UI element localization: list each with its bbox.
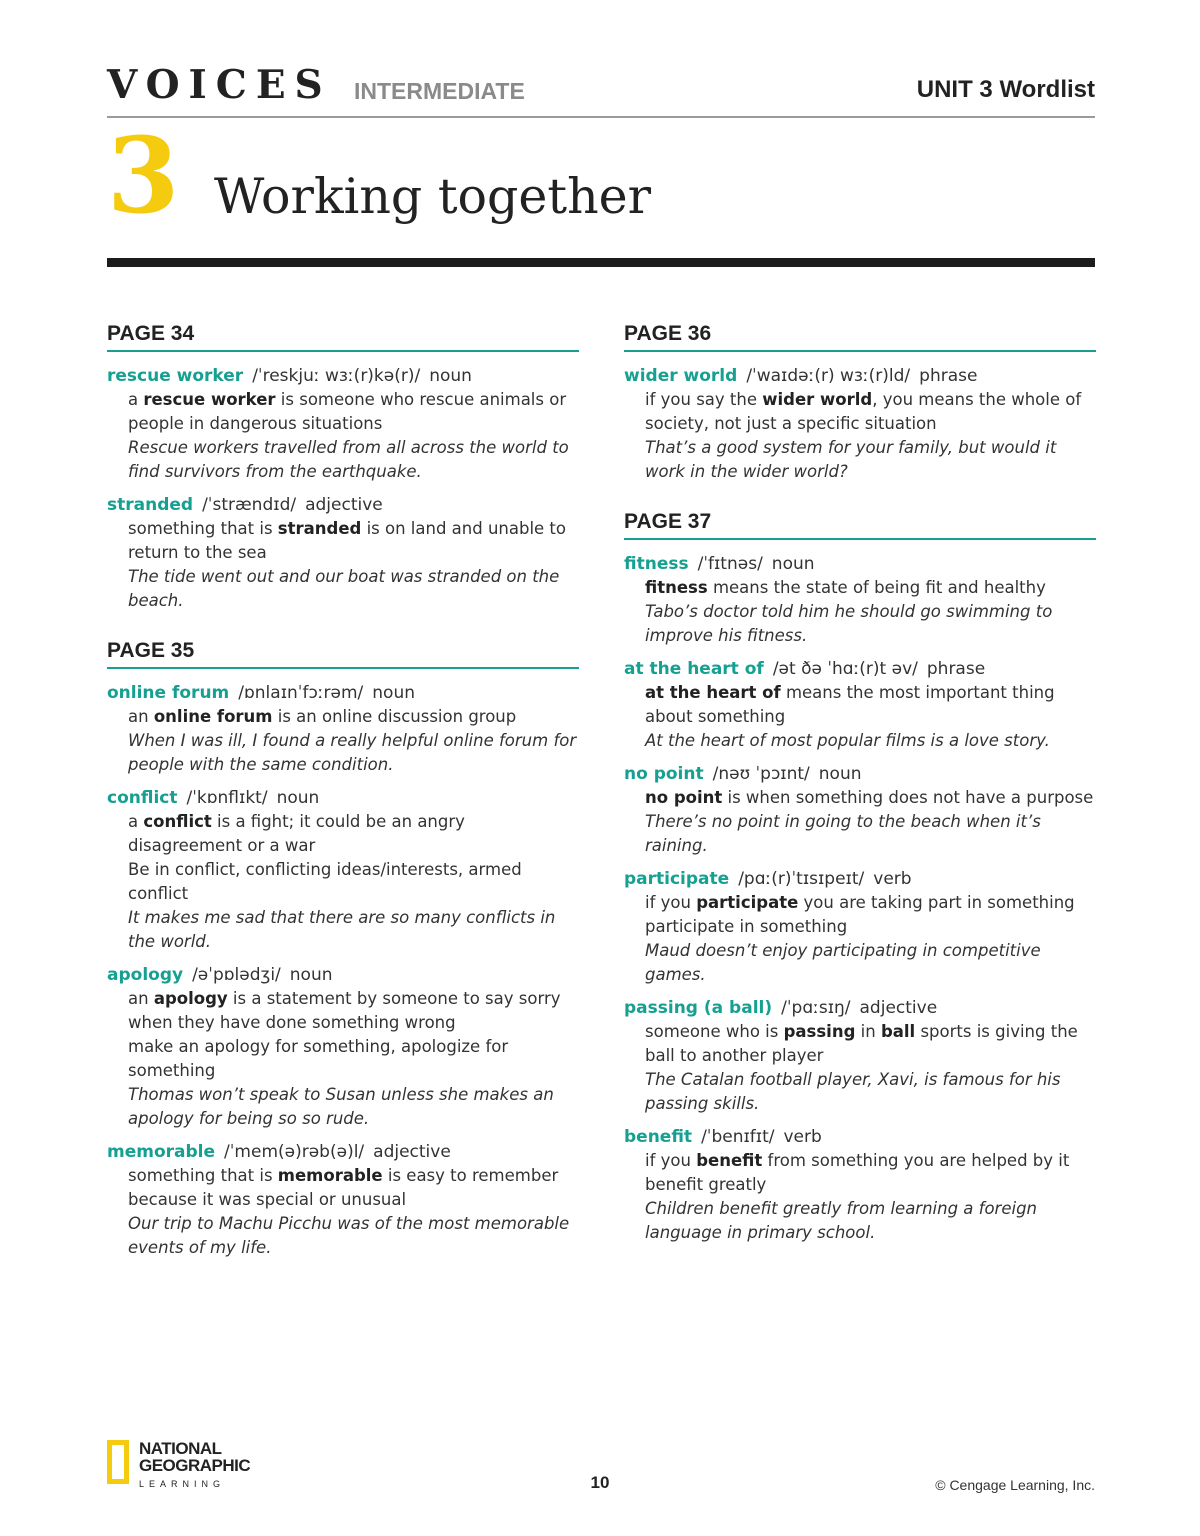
text-segment: There’s no point in going to the beach when it’s raining. [645,812,1041,855]
text-segment: someone who is [645,1022,784,1041]
example-sentence [645,600,1096,648]
part-of-speech: adjective [373,1142,451,1162]
part-of-speech: noun [771,554,815,574]
bold-term: stranded [277,519,362,538]
word-entry [107,963,579,1131]
headword: online forum [107,683,230,703]
text-segment: an [128,989,154,1008]
definition [128,705,579,729]
text-segment: something that is [128,519,278,538]
example-sentence [128,1212,579,1260]
definition [645,681,1096,729]
text-segment: if you say the [645,390,763,409]
entry-headline [624,762,1096,786]
part-of-speech: noun [429,366,472,386]
definition [128,858,579,906]
bold-term: fitness [645,578,708,597]
example-sentence [645,1068,1096,1116]
page-heading: PAGE 34 [107,322,579,352]
phonetic-transcription: /ət ðə ˈhɑː(r)t əv/ [772,659,918,679]
course-level: INTERMEDIATE [354,78,525,104]
text-segment: is on land and unable to return to the sea [128,519,566,562]
phonetic-transcription: /pɑː(r)ˈtɪsɪpeɪt/ [738,869,865,889]
text-segment: in [855,1022,881,1041]
phonetic-transcription: /ˈbenɪfɪt/ [701,1127,775,1147]
example-sentence [645,810,1096,858]
entry-headline [624,867,1096,891]
example-sentence [128,565,579,613]
phonetic-transcription: /ˈfɪtnəs/ [697,554,763,574]
entry-headline [624,552,1096,576]
text-segment: Children benefit greatly from learning a foreign language in primary school. [645,1199,1038,1242]
definition [128,810,579,858]
headword: conflict [107,788,178,808]
entry-headline [107,364,579,388]
headword: apology [107,965,184,985]
phonetic-transcription: /ˈstrændɪd/ [202,495,297,515]
headword: rescue worker [107,366,244,386]
entry-headline [624,996,1096,1020]
logo-subtitle: LEARNING [139,1479,226,1489]
word-entry [624,657,1096,753]
unit-title: Working together [214,168,652,225]
logo-wordmark: NATIONAL GEOGRAPHIC [139,1439,251,1475]
text-segment: Tabo’s doctor told him he should go swimming to improve his fitness. [645,602,1053,645]
text-segment: is easy to remember because it was special or unusual [128,1166,559,1209]
bold-term: at the heart of [645,683,781,702]
entry-headline [107,681,579,705]
entry-headline [624,364,1096,388]
wordlist-column-right [624,322,1096,1271]
text-segment: an [128,707,154,726]
part-of-speech: noun [372,683,415,703]
text-segment: is when something does not have a purpose [722,788,1094,807]
text-segment: if you [645,893,697,912]
text-segment: The tide went out and our boat was stranded on the beach. [128,567,560,610]
part-of-speech: verb [873,869,912,889]
entry-headline [107,493,579,517]
bold-term: conflict [143,812,212,831]
phonetic-transcription: /ˈpɑːsɪŋ/ [781,998,851,1018]
phonetic-transcription: /ˈwaɪdəː(r) wɜː(r)ld/ [746,366,911,386]
unit-wordlist-label: UNIT 3 Wordlist [916,76,1095,103]
entry-headline [624,1125,1096,1149]
definition [128,1035,579,1083]
wordlist-section [624,322,1096,484]
text-segment: , you means the whole of society, not just a specific situation [645,390,1082,433]
example-sentence [128,906,579,954]
bold-term: online forum [153,707,273,726]
definition [645,1020,1096,1068]
text-segment: Thomas won’t speak to Susan unless she makes an apology for being so so rude. [128,1085,554,1128]
headword: no point [624,764,704,784]
bold-term: participate [696,893,799,912]
text-segment: participate in something [645,917,848,936]
headword: at the heart of [624,659,764,679]
bold-term: wider world [762,390,873,409]
text-segment: if you [645,1151,697,1170]
entry-headline [624,657,1096,681]
phonetic-transcription: /əˈpɒlədʒi/ [192,965,281,985]
example-sentence [128,729,579,777]
phonetic-transcription: /nəʊ ˈpɔɪnt/ [712,764,810,784]
definition [645,1173,1096,1197]
text-segment: is a statement by someone to say sorry when they have done something wrong [128,989,561,1032]
headword: fitness [624,554,689,574]
definition [645,1149,1096,1173]
text-segment: a [128,812,144,831]
wordlist-column-left [107,322,579,1286]
headword: passing (a ball) [624,998,773,1018]
text-segment: The Catalan football player, Xavi, is famous for his passing skills. [645,1070,1061,1113]
bold-term: passing [783,1022,856,1041]
text-segment: It makes me sad that there are so many conflicts in the world. [128,908,556,951]
example-sentence [645,1197,1096,1245]
example-sentence [128,1083,579,1131]
text-segment: is an online discussion group [272,707,517,726]
text-segment: At the heart of most popular films is a love story. [645,731,1050,750]
part-of-speech: adjective [859,998,938,1018]
word-entry [107,786,579,954]
bold-term: memorable [277,1166,383,1185]
part-of-speech: noun [276,788,320,808]
part-of-speech: phrase [926,659,986,679]
bold-term: ball [880,1022,916,1041]
phonetic-transcription: /ˈmem(ə)rəb(ə)l/ [224,1142,365,1162]
page-number: 10 [590,1473,610,1492]
text-segment: means the most important thing about something [645,683,1055,726]
word-entry [624,552,1096,648]
text-segment: a [128,390,144,409]
bold-term: no point [645,788,723,807]
definition [645,891,1096,915]
headword: memorable [107,1142,216,1162]
text-segment: Maud doesn’t enjoy participating in competitive games. [645,941,1041,984]
copyright-notice: © Cengage Learning, Inc. [935,1477,1095,1493]
word-entry [107,681,579,777]
entry-headline [107,786,579,810]
text-segment: is someone who rescue animals or people in dangerous situations [128,390,567,433]
definition [128,1164,579,1212]
example-sentence [645,939,1096,987]
text-segment: from something you are helped by it [762,1151,1070,1170]
text-segment: When I was ill, I found a really helpful online forum for people with the same condition. [128,731,577,774]
definition [645,388,1096,436]
word-entry [107,1140,579,1260]
text-segment: is a fight; it could be an angry disagreement or a war [128,812,465,855]
title-divider [107,258,1095,267]
phonetic-transcription: /ˈreskjuː wɜː(r)kə(r)/ [252,366,421,386]
part-of-speech: verb [783,1127,822,1147]
headword: benefit [624,1127,693,1147]
text-segment: benefit greatly [645,1175,767,1194]
example-sentence [645,436,1096,484]
text-segment: means the state of being fit and healthy [707,578,1046,597]
wordlist-section [107,639,579,1260]
word-entry [107,364,579,484]
word-entry [624,1125,1096,1245]
text-segment: Rescue workers travelled from all across the world to find survivors from the earthquake. [128,438,569,481]
text-segment: Be in conflict, conflicting ideas/interests, armed conflict [128,860,522,903]
headword: participate [624,869,730,889]
entry-headline [107,1140,579,1164]
part-of-speech: noun [289,965,333,985]
text-segment: Our trip to Machu Picchu was of the most memorable events of my life. [128,1214,570,1257]
headword: stranded [107,495,194,515]
word-entry [624,762,1096,858]
bold-term: apology [153,989,228,1008]
text-segment: That’s a good system for your family, but would it work in the wider world? [645,438,1057,481]
part-of-speech: phrase [919,366,978,386]
unit-number: 3 [107,114,180,237]
headword: wider world [624,366,738,386]
page-heading: PAGE 35 [107,639,579,669]
text-segment: something that is [128,1166,278,1185]
wordlist-section [624,510,1096,1245]
word-entry [624,364,1096,484]
definition [645,576,1096,600]
definition [645,915,1096,939]
example-sentence [645,729,1096,753]
definition [645,786,1096,810]
definition [128,987,579,1035]
voices-brand-logo: VOICES [107,62,332,108]
entry-headline [107,963,579,987]
word-entry [624,867,1096,987]
word-entry [107,493,579,613]
text-segment: make an apology for something, apologize for something [128,1037,509,1080]
definition [128,388,579,436]
wordlist-section [107,322,579,613]
page-heading: PAGE 36 [624,322,1096,352]
definition [128,517,579,565]
page-heading: PAGE 37 [624,510,1096,540]
page-header [107,60,1095,118]
part-of-speech: adjective [305,495,383,515]
phonetic-transcription: /ˈkɒnflɪkt/ [186,788,268,808]
word-entry [624,996,1096,1116]
text-segment: you are taking part in something [798,893,1075,912]
bold-term: rescue worker [143,390,276,409]
part-of-speech: noun [818,764,862,784]
example-sentence [128,436,579,484]
bold-term: benefit [696,1151,763,1170]
phonetic-transcription: /ɒnlaɪnˈfɔːrəm/ [238,683,364,703]
text-segment: sports is giving the ball to another player [645,1022,1078,1065]
